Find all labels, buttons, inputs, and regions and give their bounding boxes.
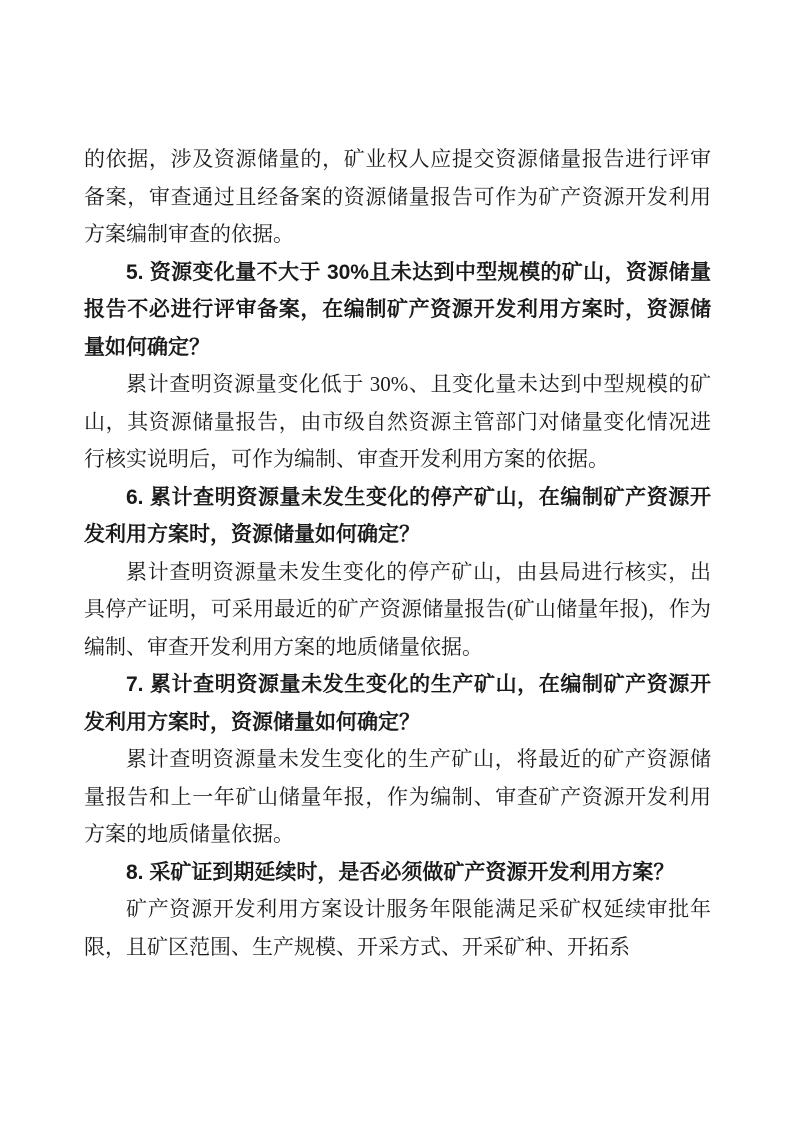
answer-6-paragraph: 累计查明资源量未发生变化的停产矿山，由县局进行核实，出具停产证明，可采用最近的矿产资源储量报告(矿山储量年报)，作为编制、审查开发利用方案的地质储量依据。 [84, 559, 711, 659]
question-5-heading: 5. 资源变化量不大于 30%且未达到中型规模的矿山，资源储量报告不必进行评审备案，在编制矿产资源开发利用方案时，资源储量如何确定？ [84, 260, 711, 359]
question-8-heading: 8. 采矿证到期延续时，是否必须做矿产资源开发利用方案？ [126, 860, 675, 884]
answer-8-paragraph: 矿产资源开发利用方案设计服务年限能满足采矿权延续审批年限，且矿区范围、生产规模、开采方式、开采矿种、开拓系 [84, 897, 711, 959]
continuation-paragraph: 的依据，涉及资源储量的，矿业权人应提交资源储量报告进行评审备案，审查通过且经备案的资源储量报告可作为矿产资源开发利用方案编制审查的依据。 [84, 147, 711, 246]
answer-5-paragraph: 累计查明资源量变化低于 30%、且变化量未达到中型规模的矿山，其资源储量报告，由市级自然资源主管部门对储量变化情况进行核实说明后，可作为编制、审查开发利用方案的依据。 [84, 372, 711, 471]
answer-7-paragraph: 累计查明资源量未发生变化的生产矿山，将最近的矿产资源储量报告和上一年矿山储量年报，作为编制、审查矿产资源开发利用方案的地质储量依据。 [84, 747, 711, 846]
question-7-heading: 7. 累计查明资源量未发生变化的生产矿山，在编制矿产资源开发利用方案时，资源储量如何确定？ [84, 673, 711, 734]
document-text-block [84, 141, 711, 966]
question-6-heading: 6. 累计查明资源量未发生变化的停产矿山，在编制矿产资源开发利用方案时，资源储量如何确定？ [84, 485, 711, 546]
